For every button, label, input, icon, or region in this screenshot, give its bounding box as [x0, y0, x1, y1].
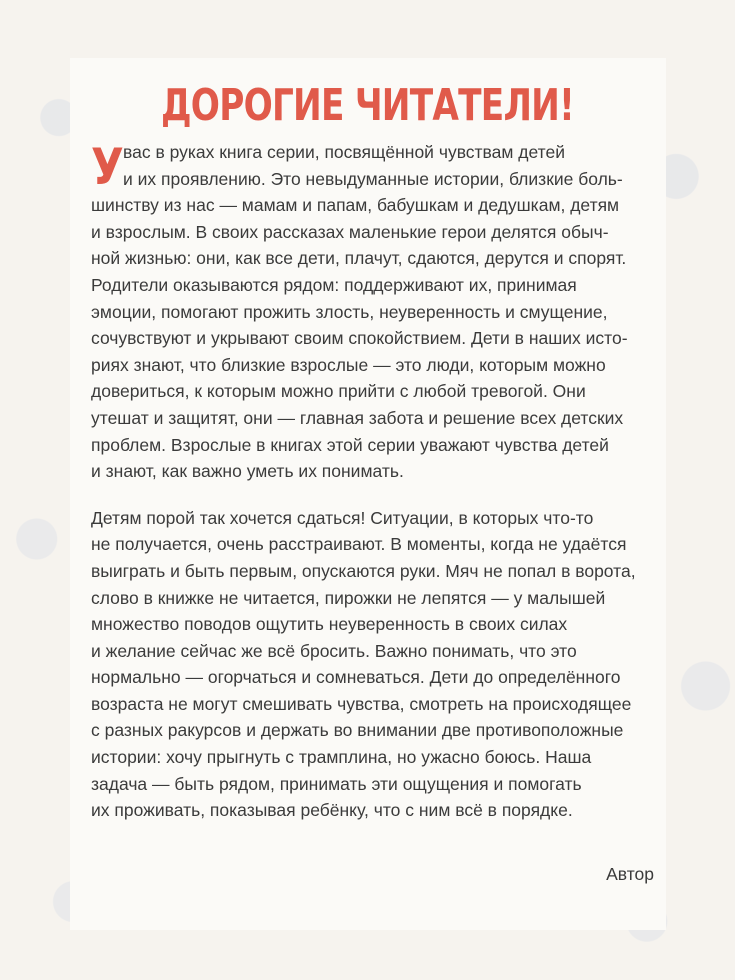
text-line: шинству из нас — мамам и папам, бабушкам и дедушкам, детям — [91, 195, 620, 216]
text-line: и желание сейчас же всё бросить. Важно понимать, что это — [91, 640, 577, 661]
paragraph-2 — [91, 505, 671, 824]
text-line: и знают, как важно уметь их понимать. — [91, 461, 404, 482]
paragraph-gap — [91, 485, 671, 505]
body-text — [91, 139, 671, 824]
text-line: возраста не могут смешивать чувства, смотреть на происходящее — [91, 693, 632, 714]
text-line: выиграть и быть первым, опускаются руки. Мяч не попал в ворота, — [91, 560, 636, 581]
text-line: с разных ракурсов и держать во внимании две противоположные — [91, 720, 624, 741]
text-line: множество поводов ощутить неуверенность в своих силах — [91, 614, 568, 635]
text-line: проблем. Взрослые в книгах этой серии уважают чувства детей — [91, 434, 609, 455]
text-line: вас в руках книга серии, посвящённой чувствам детей — [123, 142, 565, 162]
text-line: их проживать, показывая ребёнку, что с ним всё в порядке. — [91, 800, 573, 821]
text-line: задача — быть рядом, принимать эти ощущения и помогать — [91, 773, 582, 794]
page-title: ДОРОГИЕ ЧИТАТЕЛИ! — [161, 80, 574, 131]
text-line: истории: хочу прыгнуть с трамплина, но ужасно боюсь. Наша — [91, 747, 592, 768]
text-line: ной жизнью: они, как все дети, плачут, сдаются, дерутся и спорят. — [91, 248, 627, 269]
text-line: сочувствуют и укрывают своим спокойствием. Дети в наших исто- — [91, 328, 628, 349]
text-line: слово в книжке не читается, пирожки не лепятся — у малышей — [91, 587, 606, 608]
text-line: довериться, к которым можно прийти с любой тревогой. Они — [91, 381, 586, 402]
text-line: не получается, очень расстраивают. В моменты, когда не удаётся — [91, 534, 627, 555]
paragraph-1 — [91, 139, 671, 485]
text-line: и взрослым. В своих рассказах маленькие герои делятся обыч- — [91, 221, 609, 242]
text-line: риях знают, что близкие взрослые — это люди, которым можно — [91, 354, 606, 375]
author-signature: Автор — [606, 864, 654, 884]
text-line: и их проявлению. Это невыдуманные истории, близкие боль- — [123, 168, 623, 189]
text-line: нормально — огорчаться и сомневаться. Дети до определённого — [91, 667, 621, 688]
text-line: Родители оказываются рядом: поддерживают их, принимая — [91, 274, 577, 295]
text-line: эмоции, помогают прожить злость, неуверенность и смущение, — [91, 301, 608, 322]
text-line: Детям порой так хочется сдаться! Ситуации, в которых что-то — [91, 507, 594, 528]
text-line: утешат и защитят, они — главная забота и решение всех детских — [91, 407, 624, 428]
drop-cap: У — [91, 138, 124, 196]
